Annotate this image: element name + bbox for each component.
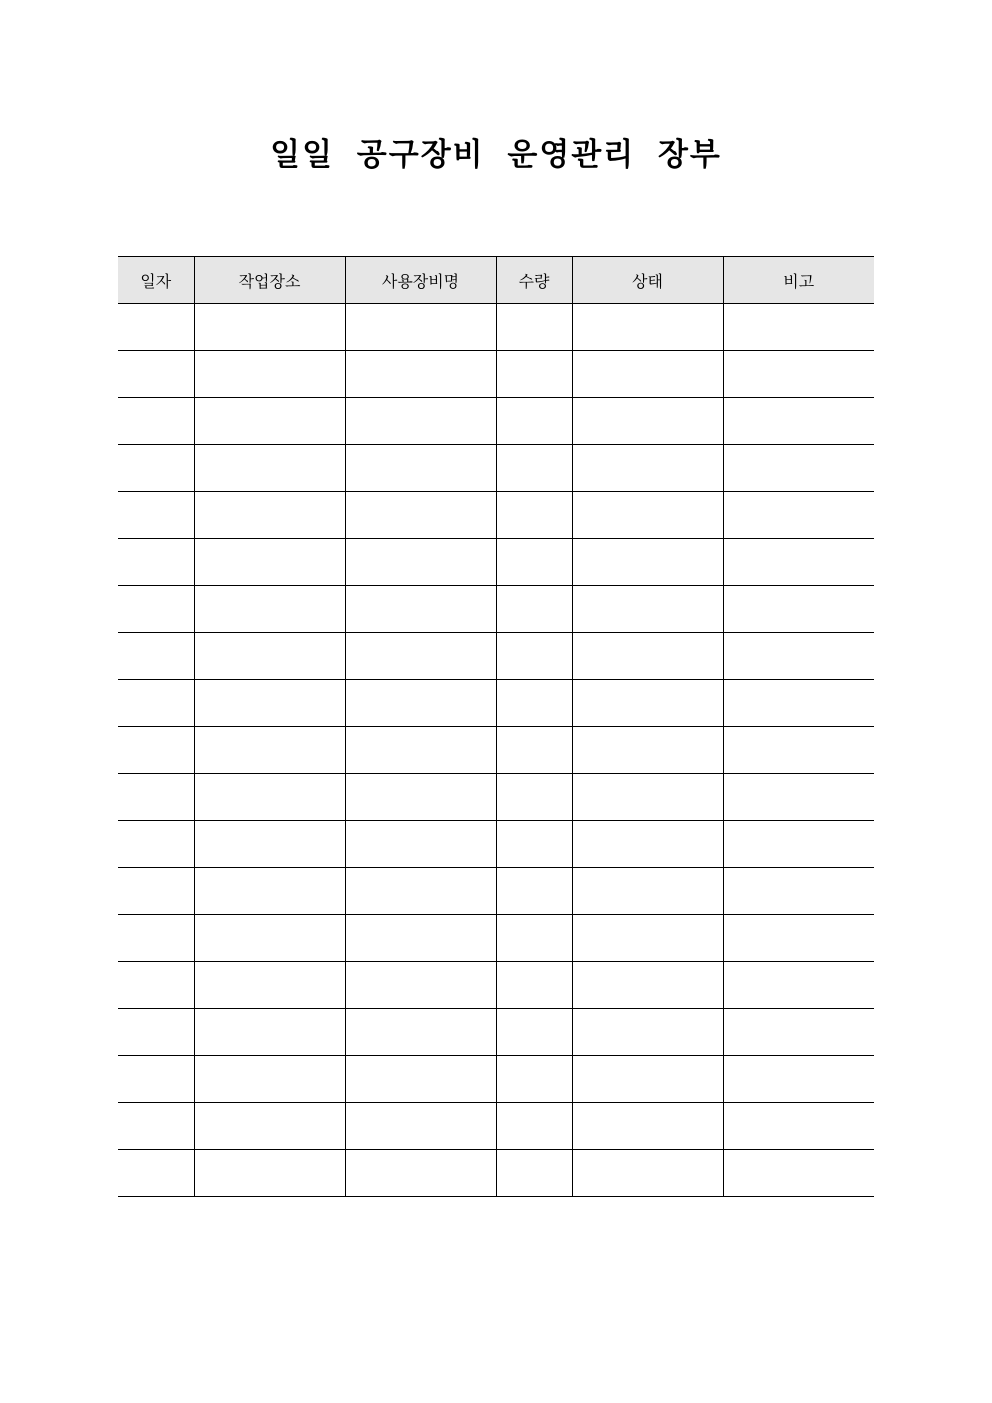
equipment-name-cell[interactable]: [345, 398, 496, 445]
date-cell[interactable]: [118, 727, 194, 774]
status-cell[interactable]: [572, 915, 723, 962]
column-header-work-site: 작업장소: [194, 257, 345, 304]
page-title: 일일 공구장비 운영관리 장부: [270, 137, 722, 173]
status-cell[interactable]: [572, 492, 723, 539]
work-site-cell[interactable]: [194, 445, 345, 492]
quantity-cell[interactable]: [496, 915, 572, 962]
quantity-cell[interactable]: [496, 351, 572, 398]
status-cell[interactable]: [572, 1056, 723, 1103]
date-cell[interactable]: [118, 680, 194, 727]
status-cell[interactable]: [572, 1150, 723, 1197]
table-row: [118, 351, 874, 398]
status-cell[interactable]: [572, 1009, 723, 1056]
quantity-cell[interactable]: [496, 774, 572, 821]
status-cell[interactable]: [572, 821, 723, 868]
status-cell[interactable]: [572, 539, 723, 586]
work-site-cell[interactable]: [194, 492, 345, 539]
equipment-name-cell[interactable]: [345, 680, 496, 727]
table-body: [118, 304, 874, 1197]
table-row: [118, 586, 874, 633]
table-row: [118, 680, 874, 727]
remarks-cell[interactable]: [723, 492, 874, 539]
remarks-cell[interactable]: [723, 1009, 874, 1056]
remarks-cell[interactable]: [723, 962, 874, 1009]
equipment-name-cell[interactable]: [345, 492, 496, 539]
work-site-cell[interactable]: [194, 304, 345, 351]
status-cell[interactable]: [572, 868, 723, 915]
status-cell[interactable]: [572, 1103, 723, 1150]
work-site-cell[interactable]: [194, 539, 345, 586]
date-cell[interactable]: [118, 1150, 194, 1197]
date-cell[interactable]: [118, 304, 194, 351]
quantity-cell[interactable]: [496, 398, 572, 445]
table-row: [118, 915, 874, 962]
quantity-cell[interactable]: [496, 1056, 572, 1103]
work-site-cell[interactable]: [194, 774, 345, 821]
equipment-name-cell[interactable]: [345, 586, 496, 633]
equipment-name-cell[interactable]: [345, 727, 496, 774]
quantity-cell[interactable]: [496, 539, 572, 586]
table-row: [118, 1009, 874, 1056]
table-row: [118, 398, 874, 445]
table-row: [118, 821, 874, 868]
table-row: [118, 633, 874, 680]
quantity-cell[interactable]: [496, 445, 572, 492]
equipment-name-cell[interactable]: [345, 1009, 496, 1056]
equipment-name-cell[interactable]: [345, 445, 496, 492]
quantity-cell[interactable]: [496, 868, 572, 915]
status-cell[interactable]: [572, 680, 723, 727]
table-row: [118, 868, 874, 915]
work-site-cell[interactable]: [194, 915, 345, 962]
remarks-cell[interactable]: [723, 1103, 874, 1150]
work-site-cell[interactable]: [194, 962, 345, 1009]
remarks-cell[interactable]: [723, 868, 874, 915]
work-site-cell[interactable]: [194, 821, 345, 868]
table-row: [118, 539, 874, 586]
table-row: [118, 1103, 874, 1150]
work-site-cell[interactable]: [194, 1056, 345, 1103]
quantity-cell[interactable]: [496, 492, 572, 539]
remarks-cell[interactable]: [723, 1056, 874, 1103]
work-site-cell[interactable]: [194, 1103, 345, 1150]
table-header-row: [118, 257, 874, 304]
date-cell[interactable]: [118, 774, 194, 821]
date-cell[interactable]: [118, 1009, 194, 1056]
equipment-name-cell[interactable]: [345, 774, 496, 821]
quantity-cell[interactable]: [496, 586, 572, 633]
status-cell[interactable]: [572, 351, 723, 398]
status-cell[interactable]: [572, 398, 723, 445]
table-row: [118, 774, 874, 821]
status-cell[interactable]: [572, 633, 723, 680]
equipment-name-cell[interactable]: [345, 915, 496, 962]
table-row: [118, 1056, 874, 1103]
date-cell[interactable]: [118, 445, 194, 492]
table-row: [118, 727, 874, 774]
equipment-name-cell[interactable]: [345, 868, 496, 915]
date-cell[interactable]: [118, 868, 194, 915]
work-site-cell[interactable]: [194, 633, 345, 680]
status-cell[interactable]: [572, 445, 723, 492]
remarks-cell[interactable]: [723, 304, 874, 351]
remarks-cell[interactable]: [723, 539, 874, 586]
work-site-cell[interactable]: [194, 727, 345, 774]
date-cell[interactable]: [118, 586, 194, 633]
table-row: [118, 1150, 874, 1197]
remarks-cell[interactable]: [723, 774, 874, 821]
date-cell[interactable]: [118, 1103, 194, 1150]
date-cell[interactable]: [118, 1056, 194, 1103]
remarks-cell[interactable]: [723, 351, 874, 398]
column-header-remarks: 비고: [723, 257, 874, 304]
date-cell[interactable]: [118, 915, 194, 962]
equipment-name-cell[interactable]: [345, 1056, 496, 1103]
status-cell[interactable]: [572, 304, 723, 351]
work-site-cell[interactable]: [194, 586, 345, 633]
column-header-date: 일자: [118, 257, 194, 304]
equipment-name-cell[interactable]: [345, 1103, 496, 1150]
equipment-ledger-table: [118, 256, 874, 1197]
equipment-name-cell[interactable]: [345, 1150, 496, 1197]
date-cell[interactable]: [118, 492, 194, 539]
quantity-cell[interactable]: [496, 727, 572, 774]
equipment-name-cell[interactable]: [345, 304, 496, 351]
date-cell[interactable]: [118, 351, 194, 398]
date-cell[interactable]: [118, 633, 194, 680]
status-cell[interactable]: [572, 727, 723, 774]
quantity-cell[interactable]: [496, 1103, 572, 1150]
date-cell[interactable]: [118, 539, 194, 586]
work-site-cell[interactable]: [194, 1150, 345, 1197]
remarks-cell[interactable]: [723, 633, 874, 680]
remarks-cell[interactable]: [723, 398, 874, 445]
quantity-cell[interactable]: [496, 821, 572, 868]
quantity-cell[interactable]: [496, 680, 572, 727]
table-row: [118, 962, 874, 1009]
date-cell[interactable]: [118, 821, 194, 868]
remarks-cell[interactable]: [723, 445, 874, 492]
table-row: [118, 304, 874, 351]
table-row: [118, 492, 874, 539]
equipment-name-cell[interactable]: [345, 351, 496, 398]
date-cell[interactable]: [118, 398, 194, 445]
status-cell[interactable]: [572, 774, 723, 821]
work-site-cell[interactable]: [194, 1009, 345, 1056]
remarks-cell[interactable]: [723, 915, 874, 962]
status-cell[interactable]: [572, 586, 723, 633]
status-cell[interactable]: [572, 962, 723, 1009]
equipment-name-cell[interactable]: [345, 633, 496, 680]
remarks-cell[interactable]: [723, 586, 874, 633]
quantity-cell[interactable]: [496, 304, 572, 351]
quantity-cell[interactable]: [496, 1150, 572, 1197]
work-site-cell[interactable]: [194, 680, 345, 727]
remarks-cell[interactable]: [723, 821, 874, 868]
column-header-quantity: 수량: [496, 257, 572, 304]
equipment-name-cell[interactable]: [345, 821, 496, 868]
quantity-cell[interactable]: [496, 962, 572, 1009]
equipment-name-cell[interactable]: [345, 539, 496, 586]
remarks-cell[interactable]: [723, 1150, 874, 1197]
remarks-cell[interactable]: [723, 727, 874, 774]
column-header-status: 상태: [572, 257, 723, 304]
work-site-cell[interactable]: [194, 351, 345, 398]
work-site-cell[interactable]: [194, 398, 345, 445]
quantity-cell[interactable]: [496, 633, 572, 680]
remarks-cell[interactable]: [723, 680, 874, 727]
equipment-name-cell[interactable]: [345, 962, 496, 1009]
table-row: [118, 445, 874, 492]
work-site-cell[interactable]: [194, 868, 345, 915]
column-header-equipment-name: 사용장비명: [345, 257, 496, 304]
date-cell[interactable]: [118, 962, 194, 1009]
quantity-cell[interactable]: [496, 1009, 572, 1056]
